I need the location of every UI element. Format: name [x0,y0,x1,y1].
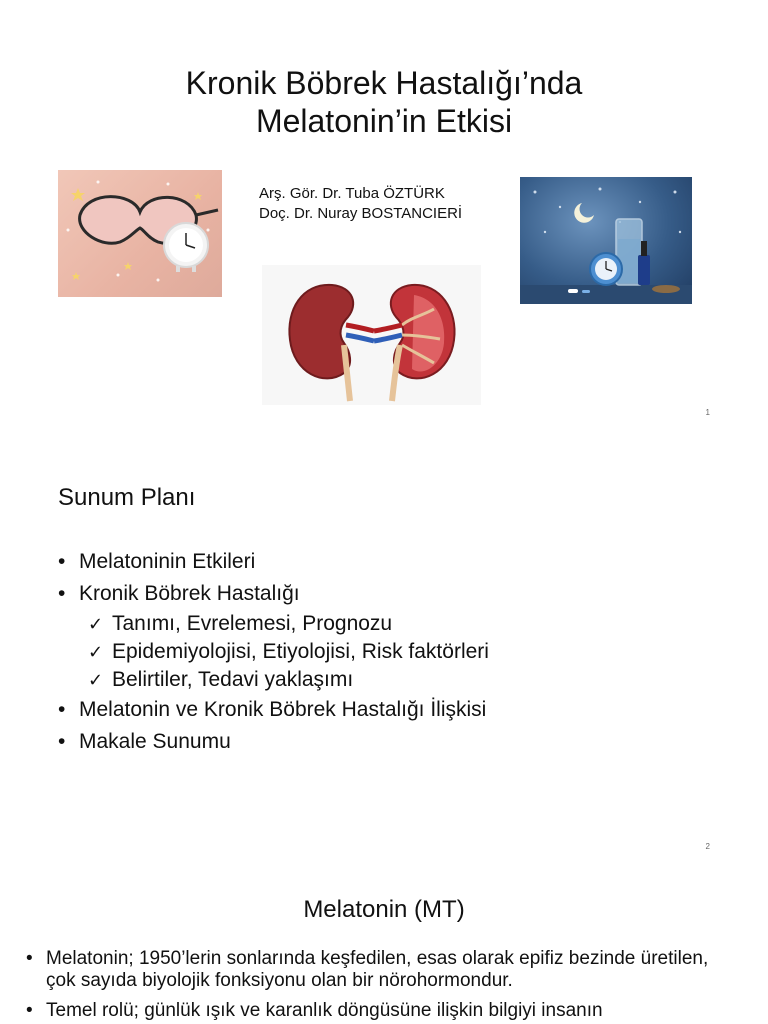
title-line-1: Kronik Böbrek Hastalığı’nda [185,65,583,101]
kidney-anatomy-image [262,265,481,405]
plan-item: • Makale Sunumu [58,726,489,758]
author-1: Arş. Gör. Dr. Tuba ÖZTÜRK [259,185,445,202]
check-icon: ✓ [88,614,104,634]
melatonin-bullet: • Melatonin; 1950’lerin sonlarında keşfedilen, esas olarak epifiz bezinde üretilen, çok sayıda biyolojik fonksiyonu olan bir nörohormondur. [24,948,724,992]
slide-title [0,0,768,430]
melatonin-title: Melatonin (MT) [303,896,465,923]
plan-title: Sunum Planı [58,484,196,511]
plan-subitem-label: Tanımı, Evrelemesi, Prognozu [112,612,393,635]
authors-block [259,184,462,224]
slide-plan [0,434,768,854]
plan-item: • Kronik Böbrek Hastalığı [58,578,489,610]
slide-melatonin [0,858,768,1024]
check-icon: ✓ [88,642,104,662]
author-2: Doç. Dr. Nuray BOSTANCIERİ [259,205,463,222]
title-line-2: Melatonin’in Etkisi [255,103,513,139]
presentation-title [0,64,768,140]
check-icon: ✓ [88,670,104,690]
page-number: 1 [705,408,710,417]
plan-item: • Melatonin ve Kronik Böbrek Hastalığı İlişkisi [58,694,489,726]
melatonin-bullet: • Temel rolü; günlük ışık ve karanlık döngüsüne ilişkin bilgiyi insanın [24,1000,724,1022]
plan-subitem [58,638,489,666]
night-clock-water-image [520,177,692,304]
plan-subitem-label: Epidemiyolojisi, Etiyolojisi, Risk faktörleri [112,640,489,663]
plan-item: • Melatoninin Etkileri [58,546,489,578]
plan-subitem-label: Belirtiler, Tedavi yaklaşımı [112,668,354,691]
page-number: 2 [705,842,710,851]
sleep-mask-clock-image [58,170,222,297]
plan-list [58,546,489,758]
plan-subitem [58,610,489,638]
melatonin-bullets [24,948,724,1024]
plan-subitem [58,666,489,694]
